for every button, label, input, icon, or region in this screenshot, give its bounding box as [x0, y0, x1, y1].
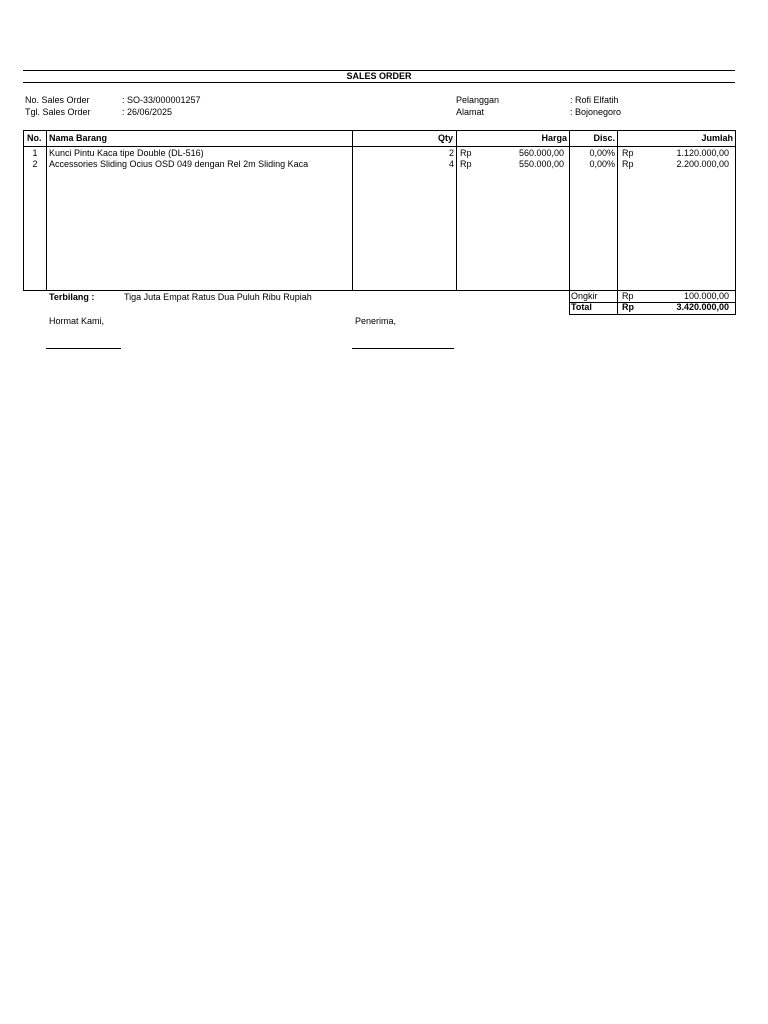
- col-divider-no: [46, 130, 47, 290]
- header-no: No.: [27, 133, 42, 143]
- header-qty: Qty: [437, 133, 453, 143]
- row-total: 1.120.000,00: [676, 148, 729, 158]
- title-bottom-rule: [23, 82, 735, 83]
- row-total-currency: Rp: [622, 159, 634, 169]
- row-price: 550.000,00: [518, 159, 564, 169]
- table-right-border: [735, 130, 736, 314]
- customer-label: Pelanggan: [456, 95, 500, 105]
- row-no: 1: [32, 148, 38, 158]
- spelled-amount-value: Tiga Juta Empat Ratus Dua Puluh Ribu Rupiah: [124, 292, 312, 302]
- sales-order-number-value: : SO-33/000001257: [122, 95, 201, 105]
- row-no: 2: [32, 159, 38, 169]
- sales-order-date-value: : 26/06/2025: [122, 107, 173, 117]
- address-value: : Bojonegoro: [570, 107, 622, 117]
- row-price-currency: Rp: [460, 148, 472, 158]
- col-divider-disc: [617, 130, 618, 314]
- signature-right-label: Penerima,: [355, 316, 397, 326]
- header-price: Harga: [541, 133, 567, 143]
- header-item: Nama Barang: [49, 133, 108, 143]
- table-header-border: [23, 146, 735, 147]
- signature-left-label: Hormat Kami,: [49, 316, 105, 326]
- sales-order-number-label: No. Sales Order: [25, 95, 90, 105]
- row-total: 2.200.000,00: [676, 159, 729, 169]
- address-label: Alamat: [456, 107, 485, 117]
- row-price-currency: Rp: [460, 159, 472, 169]
- row-item: Kunci Pintu Kaca tipe Double (DL-516): [49, 148, 204, 158]
- shipping-value: 100.000,00: [683, 291, 729, 301]
- row-item: Accessories Sliding Ocius OSD 049 dengan Rel 2m Sliding Kaca: [49, 159, 309, 169]
- shipping-label: Ongkir: [571, 291, 598, 301]
- shipping-currency: Rp: [622, 291, 634, 301]
- spelled-amount-label: Terbilang :: [49, 292, 95, 302]
- total-label: Total: [571, 302, 592, 312]
- sales-order-date-label: Tgl. Sales Order: [25, 107, 91, 117]
- row-qty: 4: [448, 159, 454, 169]
- customer-value: : Rofi Elfatih: [570, 95, 619, 105]
- row-disc: 0,00%: [589, 159, 615, 169]
- table-top-border: [23, 130, 735, 131]
- col-divider-price: [569, 130, 570, 314]
- row-price: 560.000,00: [518, 148, 564, 158]
- signature-left-line: [46, 348, 121, 349]
- row-qty: 2: [448, 148, 454, 158]
- header-total: Jumlah: [701, 133, 733, 143]
- col-divider-qty: [456, 130, 457, 290]
- header-disc: Disc.: [593, 133, 615, 143]
- total-bottom-rule: [569, 314, 736, 315]
- document-title: SALES ORDER: [346, 71, 412, 81]
- row-total-currency: Rp: [622, 148, 634, 158]
- col-divider-item: [352, 130, 353, 290]
- signature-right-line: [352, 348, 454, 349]
- total-currency: Rp: [622, 302, 634, 312]
- total-value: 3.420.000,00: [676, 302, 729, 312]
- row-disc: 0,00%: [589, 148, 615, 158]
